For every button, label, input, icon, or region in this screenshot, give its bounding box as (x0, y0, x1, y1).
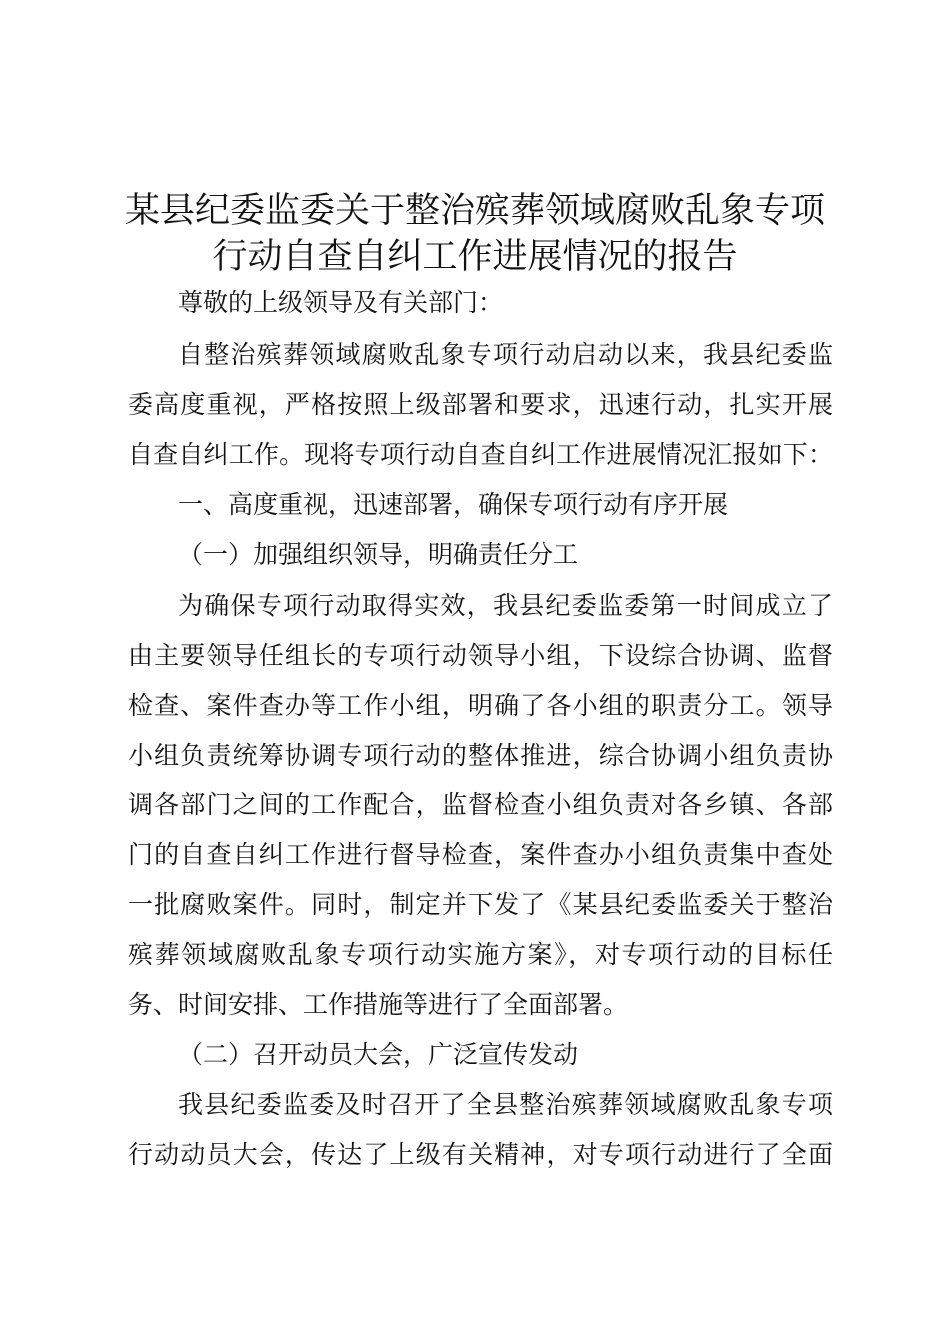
section-1-heading: 一、高度重视，迅速部署，确保专项行动有序开展 (178, 490, 729, 519)
intro-line: 自查自纠工作。现将专项行动自查自纠工作进展情况汇报如下： (128, 440, 833, 469)
subsection-2-body-line: 我县纪委监委及时召开了全县整治殡葬领域腐败乱象专项 (178, 1090, 833, 1119)
subsection-1-body-line: 殡葬领域腐败乱象专项行动实施方案》，对专项行动的目标任 (128, 940, 833, 969)
document-title-line-1: 某县纪委监委关于整治殡葬领域腐败乱象专项 (124, 191, 825, 231)
subsection-1-body-line: 门的自查自纠工作进行督导检查，案件查办小组负责集中查处 (128, 840, 833, 869)
subsection-1-body-line: 检查、案件查办等工作小组，明确了各小组的职责分工。领导 (128, 691, 833, 720)
subsection-1-body-line: 小组负责统筹协调专项行动的整体推进，综合协调小组负责协 (128, 741, 833, 770)
subsection-1-heading: （一）加强组织领导，明确责任分工 (178, 540, 579, 569)
subsection-1-body-line: 一批腐败案件。同时，制定并下发了《某县纪委监委关于整治 (128, 890, 833, 919)
subsection-1-body-line: 调各部门之间的工作配合，监督检查小组负责对各乡镇、各部 (128, 790, 833, 819)
subsection-1-body-line: 为确保专项行动取得实效，我县纪委监委第一时间成立了 (178, 591, 833, 620)
salutation: 尊敬的上级领导及有关部门： (178, 288, 504, 317)
subsection-2-body-line: 行动动员大会，传达了上级有关精神，对专项行动进行了全面 (128, 1140, 833, 1169)
document-title-line-2: 行动自查自纠工作进展情况的报告 (212, 237, 738, 277)
subsection-2-heading: （二）召开动员大会，广泛宣传发动 (178, 1040, 579, 1069)
subsection-1-body-line: 由主要领导任组长的专项行动领导小组，下设综合协调、监督 (128, 641, 833, 670)
subsection-1-body-line: 务、时间安排、工作措施等进行了全面部署。 (128, 990, 629, 1019)
intro-line: 委高度重视，严格按照上级部署和要求，迅速行动，扎实开展 (128, 390, 833, 419)
intro-line: 自整治殡葬领域腐败乱象专项行动启动以来，我县纪委监 (178, 340, 833, 369)
